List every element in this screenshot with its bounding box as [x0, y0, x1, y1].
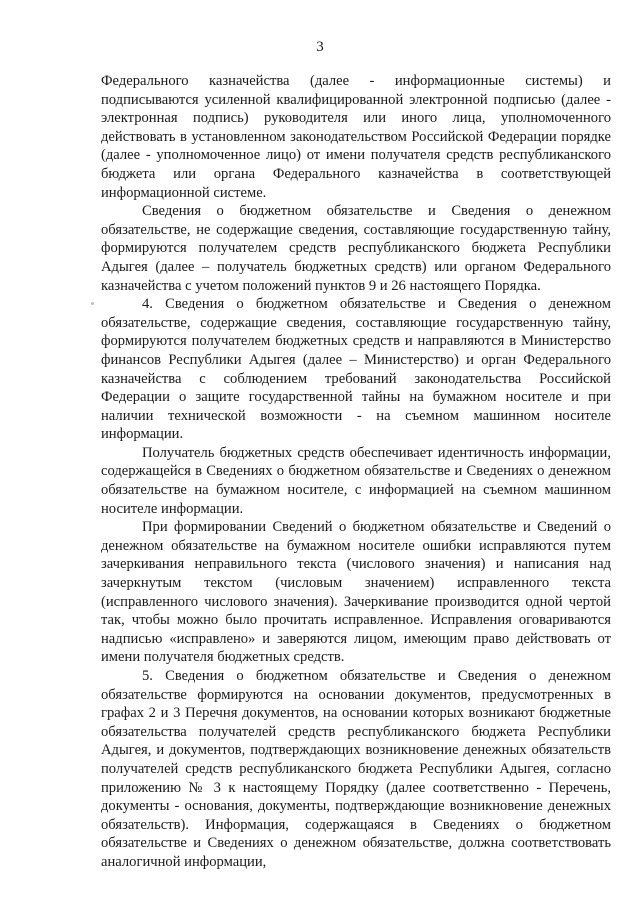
paragraph-1: Федерального казначейства (далее - информационные системы) и подписываются усиленной квалифицированной электронной подписью (далее - электронная подпись) руководителя или иного лица, уполномоченного действовать в установленном законодательством Российской Федерации порядке (далее - уполномоченное лицо) от имени получателя средств республиканского бюджета или органа Федерального казначейства в соответствующей информационной системе.: [101, 73, 611, 201]
page-number: 3: [316, 39, 324, 55]
paragraph-6: 5. Сведения о бюджетном обязательстве и Сведения о денежном обязательстве формируются на основании документов, предусмотренных в графах 2 и 3 Перечня документов, на основании которых возникают бюджетные обязательства получателей средств республиканского бюджета Республики Адыгея, и документов, подтверждающих возникновение денежных обязательств получателей средств республиканского бюджета Республики Адыгея, согласно приложению № 3 к настоящему Порядку (далее соответственно - Перечень, документы - основания, документы, подтверждающие возникновение денежных обязательств). Информация, содержащаяся в Сведениях о бюджетном обязательстве и Сведениях о денежном обязательстве, должна соответствовать аналогичной информации,: [101, 668, 611, 870]
paragraph-2: Сведения о бюджетном обязательстве и Сведения о денежном обязательстве, не содержащие сведения, составляющие государственную тайну, формируются получателем средств республиканского бюджета Республики Адыгея (далее – получатель бюджетных средств) или органом Федерального казначейства с учетом положений пунктов 9 и 26 настоящего Порядка.: [101, 203, 611, 294]
paragraph-5: При формировании Сведений о бюджетном обязательстве и Сведений о денежном обязательстве на бумажном носителе ошибки исправляются путем зачеркивания неправильного текста (числового значения) и написания над зачеркнутым текстом (числовым значением) исправленного текста (исправленного числового значения). Зачеркивание производится одной чертой так, чтобы можно было прочитать исправленное. Исправления оговариваются надписью «исправлено» и заверяются лицом, имеющим право действовать от имени получателя бюджетных средств.: [101, 519, 611, 666]
paragraph-4: Получатель бюджетных средств обеспечивает идентичность информации, содержащейся в Сведениях о бюджетном обязательстве и Сведениях о денежном обязательстве на бумажном носителе, с информацией на съемном машинном носителе информации.: [101, 444, 611, 517]
document-body: [101, 72, 611, 872]
scan-speck: [91, 302, 94, 305]
paragraph-3: 4. Сведения о бюджетном обязательстве и Сведения о денежном обязательстве, содержащие сведения, составляющие государственную тайну, формируются получателем бюджетных средств и направляются в Министерство финансов Республики Адыгея (далее – Министерство) и орган Федерального казначейства с соблюдением требований законодательства Российской Федерации о защите государственной тайны на бумажном носителе и при наличии технической возможности - на съемном машинном носителе информации.: [101, 296, 611, 443]
